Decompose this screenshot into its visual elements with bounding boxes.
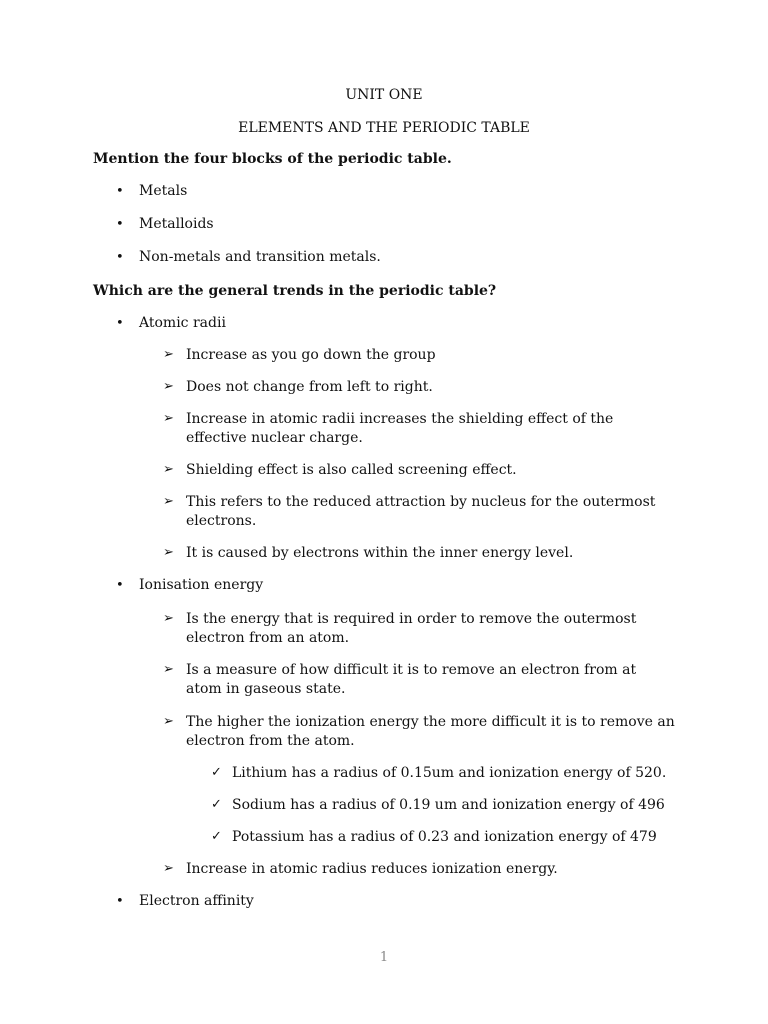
- document-title: ELEMENTS AND THE PERIODIC TABLE: [238, 120, 530, 136]
- list-item: Is the energy that is required in order to remove the outermost electron from an atom.: [186, 611, 637, 646]
- question-heading-1: Mention the four blocks of the periodic table.: [93, 151, 452, 167]
- bullet-icon: •: [116, 894, 124, 909]
- bullet-icon: •: [116, 250, 124, 265]
- page-number: 1: [379, 950, 389, 965]
- list-item: Shielding effect is also called screening effect.: [186, 462, 517, 478]
- arrow-bullet-icon: ➢: [163, 347, 174, 362]
- list-item: Potassium has a radius of 0.23 and ionization energy of 479: [232, 829, 657, 845]
- trend-label-atomic-radii: Atomic radii: [139, 315, 226, 331]
- arrow-bullet-icon: ➢: [163, 611, 174, 626]
- question-heading-2: Which are the general trends in the periodic table?: [93, 283, 497, 299]
- bullet-icon: •: [116, 217, 124, 232]
- list-item: The higher the ionization energy the more difficult it is to remove an electron from the atom.: [186, 714, 675, 749]
- list-item: Lithium has a radius of 0.15um and ionization energy of 520.: [232, 765, 667, 781]
- list-item: Metalloids: [139, 216, 214, 232]
- list-item: Increase in atomic radii increases the shielding effect of the effective nuclear charge.: [186, 411, 614, 446]
- arrow-bullet-icon: ➢: [163, 462, 174, 477]
- arrow-bullet-icon: ➢: [163, 411, 174, 426]
- bullet-icon: •: [116, 578, 124, 593]
- arrow-bullet-icon: ➢: [163, 662, 174, 677]
- unit-heading: UNIT ONE: [345, 87, 423, 103]
- arrow-bullet-icon: ➢: [163, 379, 174, 394]
- arrow-bullet-icon: ➢: [163, 494, 174, 509]
- list-item: Is a measure of how difficult it is to remove an electron from at atom in gaseous state.: [186, 662, 637, 697]
- bullet-icon: •: [116, 184, 124, 199]
- list-item: Does not change from left to right.: [186, 379, 433, 395]
- arrow-bullet-icon: ➢: [163, 545, 174, 560]
- check-icon: ✓: [211, 797, 222, 812]
- list-item: Increase in atomic radius reduces ionization energy.: [186, 861, 558, 877]
- check-icon: ✓: [211, 765, 222, 780]
- trend-label-ionisation-energy: Ionisation energy: [139, 577, 264, 593]
- list-item: This refers to the reduced attraction by nucleus for the outermost electrons.: [186, 494, 656, 529]
- list-item: Metals: [139, 183, 188, 199]
- trend-label-electron-affinity: Electron affinity: [139, 893, 254, 909]
- arrow-bullet-icon: ➢: [163, 714, 174, 729]
- bullet-icon: •: [116, 316, 124, 331]
- list-item: It is caused by electrons within the inner energy level.: [186, 545, 574, 561]
- list-item: Sodium has a radius of 0.19 um and ionization energy of 496: [232, 797, 665, 813]
- arrow-bullet-icon: ➢: [163, 861, 174, 876]
- check-icon: ✓: [211, 829, 222, 844]
- list-item: Non-metals and transition metals.: [139, 249, 381, 265]
- list-item: Increase as you go down the group: [186, 347, 436, 363]
